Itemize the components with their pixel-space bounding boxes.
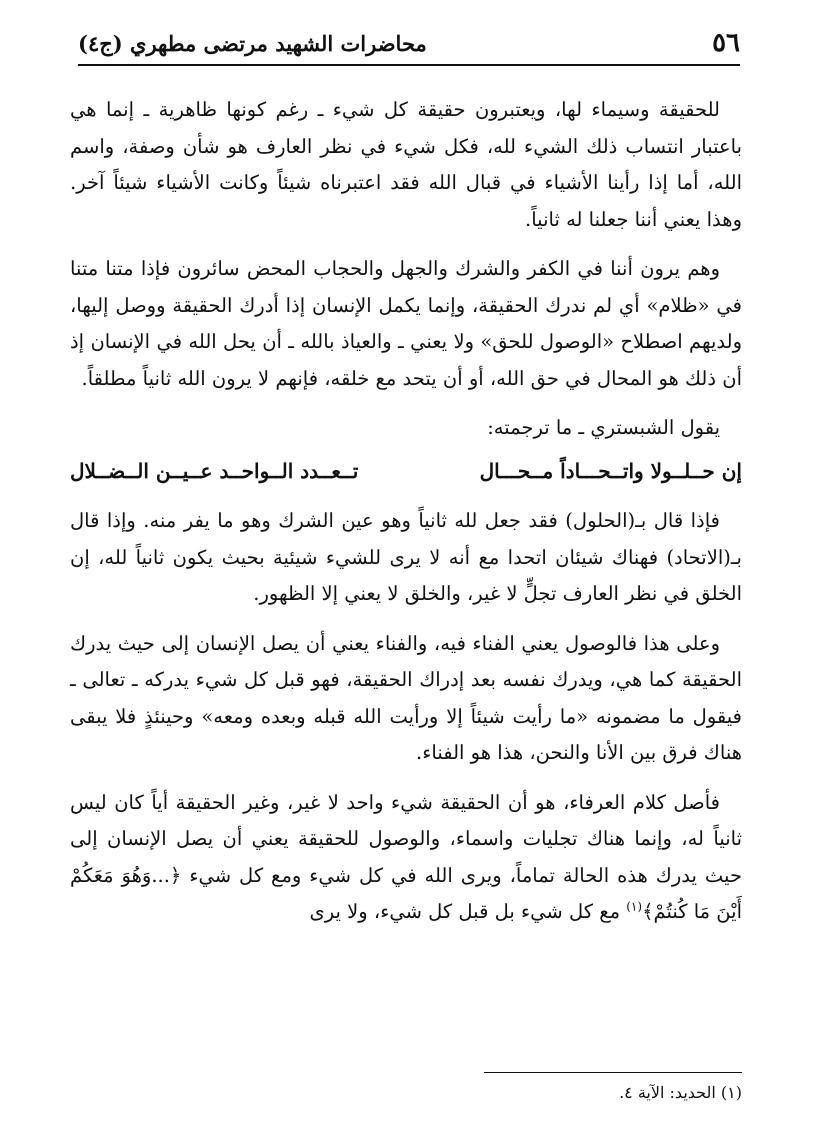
paragraph-5 <box>70 785 742 931</box>
paragraph-4: وعلى هذا فالوصول يعني الفناء فيه، والفناء يعني أن يصل الإنسان إلى حيث يدرك الحقيقة كما هي، ويدرك نفسه بعد إدراك الحقيقة، فهو قبل كل شيء يدركه ـ تعالى ـ فيقول ما مضمونه «ما رأيت شيئاً إلا ورأيت الله قبله وبعده ومعه» وحينئذٍ فلا يبقى هناك فرق بين الأنا والنحن، هذا هو الفناء. <box>70 631 742 764</box>
paragraph-3: فإذا قال بـ(الحلول) فقد جعل لله ثانياً وهو عين الشرك وهو ما يفر منه. وإذا قال بـ(الاتحاد) فهناك شيئان اتحدا مع أنه لا يرى للشيء شيئية بحيث يكون ثانياً لله، إن الخلق في نظر العارف تجلٍّ لا غير، والخلق لا يعني إلا الظهور. <box>70 509 742 605</box>
page-header <box>78 22 740 66</box>
page-body <box>70 92 742 944</box>
verse-hemistich-left: تــعــدد الــواحــد عــيــن الــضــلال <box>70 458 359 483</box>
footnote: (١) الحديد: الآية ٤. <box>619 1083 742 1102</box>
verse-hemistich-right: إن حــلــولا واتــحـــاداً مــحـــال <box>479 458 742 483</box>
footnote-divider <box>484 1072 742 1073</box>
page-number: ٥٦ <box>712 28 740 58</box>
footnote-marker: (١) <box>626 899 643 914</box>
verse-intro: يقول الشبستري ـ ما ترجمته: <box>487 416 720 439</box>
paragraph-5-text: فأصل كلام العرفاء، هو أن الحقيقة شيء واحد لا غير، وغير الحقيقة أياً كان ليس ثانياً له، وإنما هناك تجليات واسماء، والوصول للحقيقة يعني أن يصل الإنسان إلى حيث يدرك هذه الحالة تماماً، ويرى الله في كل شيء ومع كل شيء <box>70 790 742 887</box>
paragraph-2: وهم يرون أننا في الكفر والشرك والجهل والحجاب المحض سائرون فإذا متنا متنا في «ظلام» أي لم ندرك الحقيقة، وإنما يكمل الإنسان إذا أدرك الحقيقة ووصل إليها، ولديهم اصطلاح «الوصول للحق» ولا يعني ـ والعياذ بالله ـ أن يحل الله في الإنسان إذ أن ذلك هو المحال في حق الله، أو أن يتحد مع خلقه، فإنهم لا يرون الله ثانياً مطلقاً. <box>70 257 742 390</box>
running-title: محاضرات الشهيد مرتضى مطهري (ج٤) <box>78 30 427 56</box>
paragraph-1: للحقيقة وسيماء لها، ويعتبرون حقيقة كل شيء ـ رغم كونها ظاهرية ـ إنما هي باعتبار انتساب ذلك الشيء لله، فكل شيء في نظر العارف هو شأن وصفة، واسم الله، أما إذا رأينا الأشياء في قبال الله فقد اعتبرناه شيئاً وكانت الأشياء شيئاً آخر. وهذا يعني أننا جعلنا له ثانياً. <box>70 98 742 231</box>
poetry-verse <box>70 453 742 490</box>
paragraph-5-tail: مع كل شيء بل قبل كل شيء، ولا يرى <box>309 900 621 923</box>
quran-quote: ﴿...وَهُوَ مَعَكُمْ أَيْنَ مَا كُنتُمْ﴾ <box>70 863 742 923</box>
